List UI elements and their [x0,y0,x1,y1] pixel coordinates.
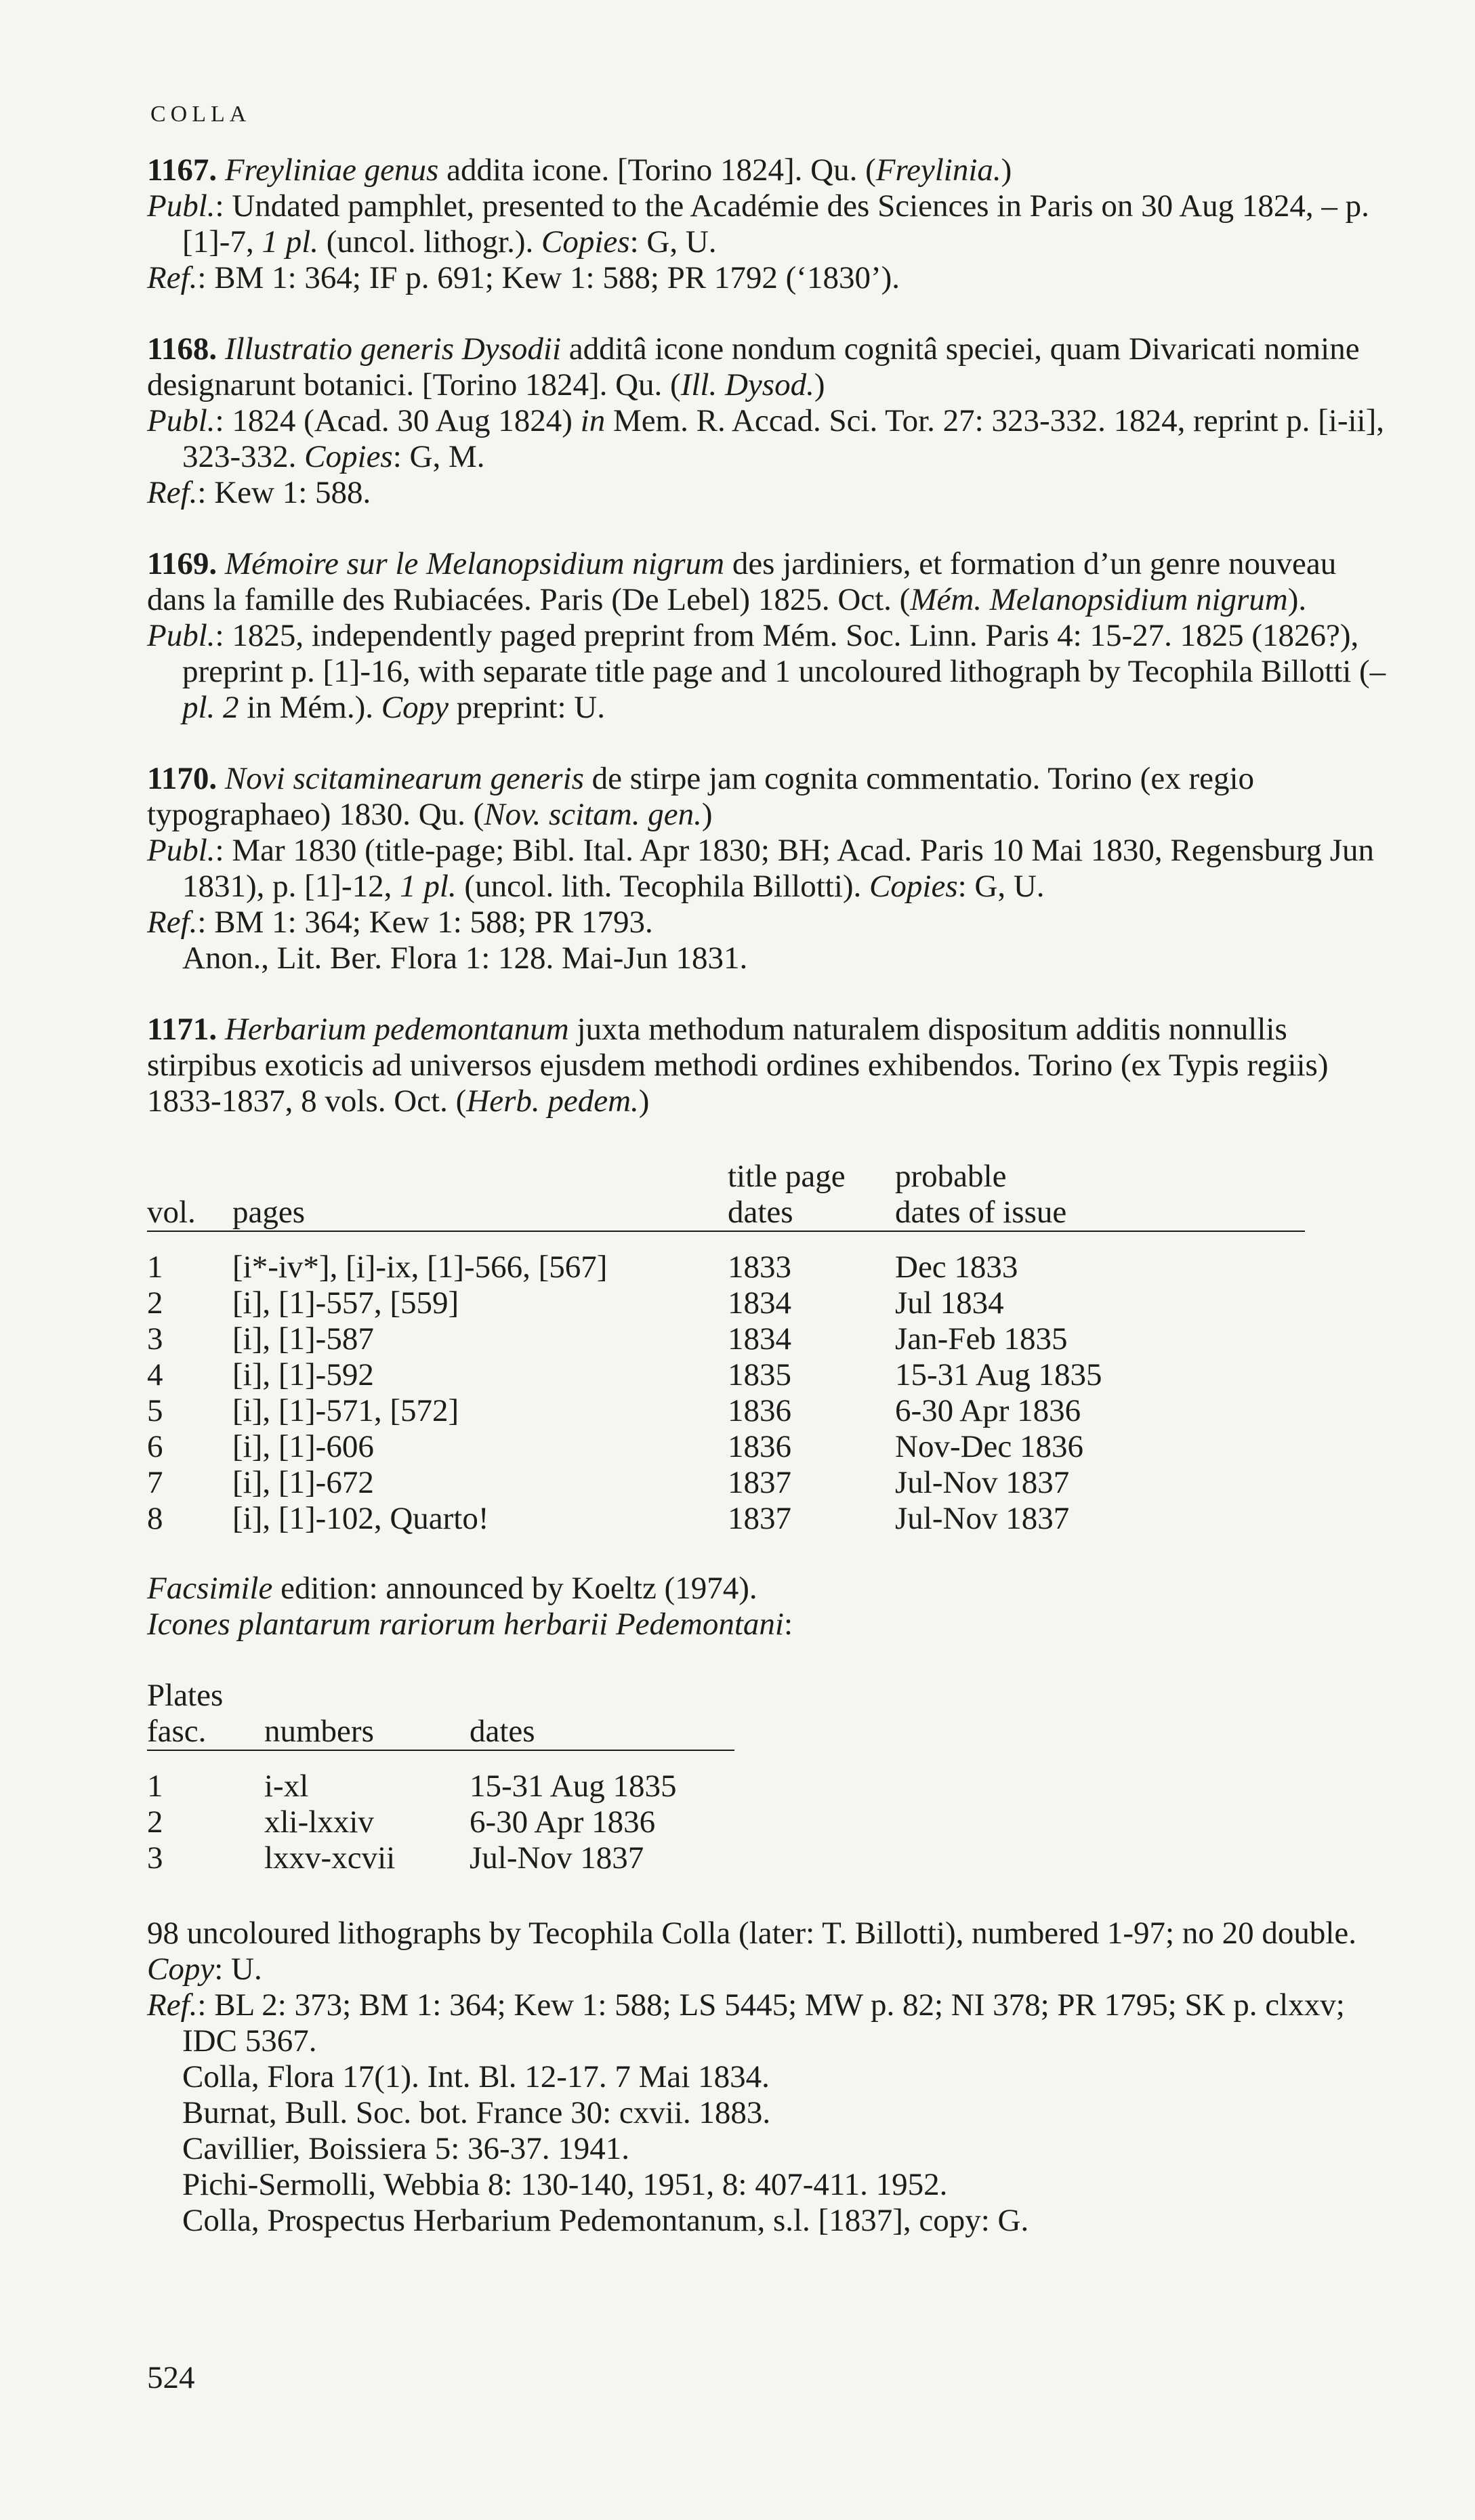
copies-label: Copies [869,869,958,904]
title-text: des jardiniers, et formation d’un genre nouveau dans la famille des Rubiacées. Paris (De Lebel) 1825. Oct. ( [147,546,1337,617]
cell-fasc: 3 [147,1840,163,1876]
cell-vol: 4 [147,1357,163,1392]
cell-issue-date: Jul-Nov 1837 [895,1465,1070,1500]
col-head-title-page: title page [728,1159,846,1194]
table-row [147,1465,1305,1501]
publ-label: Publ. [147,833,215,868]
reference-item: Pichi-Sermolli, Webbia 8: 130-140, 1951, 8: 407-411. 1952. [182,2167,948,2202]
plate-ref: pl. 2 [182,690,239,725]
table-row [147,1321,1305,1357]
cell-title-date: 1836 [728,1393,791,1428]
cell-vol: 7 [147,1465,163,1500]
lithographs-text: 98 uncoloured lithographs by Tecophila Colla (later: T. Billotti), numbered 1-97; no 20 double. [147,1916,1356,1951]
reference-item: Burnat, Bull. Soc. bot. France 30: cxvii. 1883. [182,2095,771,2130]
ref-label: Ref. [147,905,198,940]
cell-title-date: 1833 [728,1249,791,1285]
copies-label: Copy [381,690,449,725]
plate-count: 1 pl. [262,224,319,260]
cell-title-date: 1835 [728,1357,791,1392]
short-title-close: ) [701,797,713,832]
title-italic: Herbarium pedemontanum [224,1012,569,1047]
reference-line [147,475,1396,511]
ref-value: : BM 1: 364; Kew 1: 588; PR 1793. [197,905,653,940]
facsimile-label: Facsimile [147,1571,273,1606]
ref-label: Ref. [147,475,198,510]
title-italic: Mémoire sur le Melanopsidium nigrum [224,546,725,581]
publ-text-2: (uncol. lith. Tecophila Billotti). [456,869,870,904]
publication-line [147,403,1396,475]
reference-extra: Anon., Lit. Ber. Flora 1: 128. Mai-Jun 1831. [182,941,748,976]
copies-value: preprint: U. [448,690,605,725]
col-head-probable: probable [895,1159,1007,1194]
table-row [147,1840,734,1876]
cell-issue-date: Nov-Dec 1836 [895,1429,1084,1464]
cell-title-date: 1837 [728,1501,791,1536]
page-number: 524 [147,2360,195,2395]
cell-title-date: 1836 [728,1429,791,1464]
ref-label: Ref. [147,260,198,295]
reference-item: Colla, Prospectus Herbarium Pedemontanum, s.l. [1837], copy: G. [182,2203,1029,2238]
col-head-pages: pages [232,1195,306,1230]
cell-pages: [i], [1]-557, [559] [232,1285,459,1321]
entry-number: 1169. [147,546,217,581]
volumes-table [147,1159,1305,1537]
entry-number: 1171. [147,1012,217,1047]
copy-label: Copy [147,1951,215,1987]
ref-value: : BM 1: 364; IF p. 691; Kew 1: 588; PR 1792 (‘1830’). [197,260,900,295]
publ-text: : Undated pamphlet, presented to the Académie des Sciences in Paris on 30 Aug 1824, – p. [1]-7, [182,188,1369,260]
cell-fasc: 1 [147,1769,163,1804]
entry-title [147,152,1396,188]
entry-title [147,1012,1396,1119]
title-italic: Novi scitaminearum generis [224,761,584,796]
cell-title-date: 1837 [728,1465,791,1500]
title-text: addita icone. [Torino 1824]. Qu. ( [438,152,876,188]
copies-value: : G, U. [629,224,717,260]
cell-pages: [i], [1]-102, Quarto! [232,1501,489,1536]
copies-value: : G, M. [392,439,485,474]
cell-title-date: 1834 [728,1285,791,1321]
table-rule [147,1231,1305,1249]
table-row [147,1249,1305,1285]
volumes-table-head-row-1 [147,1159,1305,1195]
reference-line [147,905,1396,941]
ref-value: : Kew 1: 588. [197,475,371,510]
cell-pages: [i], [1]-587 [232,1321,374,1357]
plates-table-head-row-2 [147,1714,734,1750]
publ-text: : 1825, independently paged preprint from Mém. Soc. Linn. Paris 4: 15-27. 1825 (1826?), preprint p. [1]-16, with separate title page and 1 uncoloured lithograph by Tecophila Billotti (– [182,618,1386,689]
table-row [147,1393,1305,1429]
cell-pages: [i], [1]-571, [572] [232,1393,459,1428]
publ-label: Publ. [147,403,215,438]
cell-vol: 2 [147,1285,163,1321]
volumes-table-body [147,1249,1305,1537]
table-row [147,1501,1305,1537]
cell-issue-date: 6-30 Apr 1836 [895,1393,1081,1428]
cell-pages: [i*-iv*], [i]-ix, [1]-566, [567] [232,1249,608,1285]
title-italic: Freyliniae genus [224,152,439,188]
icones-title: Icones plantarum rariorum herbarii Pedemontani [147,1607,784,1642]
publication-line [147,188,1396,260]
reference-extra-list [147,2059,1396,2239]
short-title: Ill. Dysod. [680,367,814,402]
ref-value: : BL 2: 373; BM 1: 364; Kew 1: 588; LS 5445; MW p. 82; NI 378; PR 1795; SK p. clxxv; IDC 5367. [182,1987,1345,2059]
table-row [147,1804,734,1840]
table-row [147,1357,1305,1393]
col-head-numbers: numbers [264,1714,374,1749]
reference-line [147,1987,1396,2059]
publ-text: : 1824 (Acad. 30 Aug 1824) [215,403,581,438]
cell-vol: 6 [147,1429,163,1464]
table-row [147,1429,1305,1465]
short-title-close: ) [1001,152,1012,188]
entry-number: 1170. [147,761,217,796]
entry-1171 [147,1012,1396,2239]
entry-number: 1167. [147,152,217,188]
cell-dates: 15-31 Aug 1835 [470,1769,677,1804]
cell-pages: [i], [1]-672 [232,1465,374,1500]
publ-text: : Mar 1830 (title-page; Bibl. Ital. Apr 1830; BH; Acad. Paris 10 Mai 1830, Regensburg Jun 1831), p. [1]-12, [182,833,1375,904]
short-title-close: ) [638,1083,650,1119]
table-row [147,1769,734,1804]
publ-text-2: (uncol. lithogr.). [318,224,541,260]
plates-table-body [147,1769,734,1876]
ref-label: Ref. [147,1987,198,2023]
publ-label: Publ. [147,188,215,224]
plates-table-head-row-1 [147,1678,734,1714]
publ-text-2: Mem. R. Accad. Sci. Tor. 27: 323-332. 1824, reprint p. [i-ii], 323-332. [182,403,1385,474]
cell-vol: 8 [147,1501,163,1536]
short-title: Freylinia. [875,152,1001,188]
reference-item: Colla, Flora 17(1). Int. Bl. 12-17. 7 Mai 1834. [182,2059,770,2094]
table-row [147,1285,1305,1321]
publ-text-2: in Mém.). [238,690,381,725]
entry-1167 [147,152,1396,296]
entry-title [147,761,1396,833]
short-title: Herb. pedem. [466,1083,639,1119]
cell-title-date: 1834 [728,1321,791,1357]
entry-title [147,546,1396,618]
entry-title [147,331,1396,403]
entry-1169 [147,546,1396,726]
volumes-table-head-row-2 [147,1195,1305,1231]
reference-line [147,260,1396,296]
icones-colon: : [783,1607,793,1642]
lithographs-line [147,1916,1396,1987]
entry-1168 [147,331,1396,511]
publication-line [147,618,1396,726]
short-title-close: ). [1287,582,1307,617]
copies-label: Copies [541,224,630,260]
plates-table [147,1678,734,1876]
short-title-close: ) [814,367,825,402]
short-title: Nov. scitam. gen. [484,797,702,832]
col-head-plates: Plates [147,1678,224,1713]
cell-pages: [i], [1]-592 [232,1357,374,1392]
col-head-dates-of-issue: dates of issue [895,1195,1067,1230]
cell-vol: 1 [147,1249,163,1285]
table-rule [147,1750,734,1769]
copy-value: : U. [214,1951,262,1987]
cell-numbers: i-xl [264,1769,309,1804]
cell-pages: [i], [1]-606 [232,1429,374,1464]
cell-vol: 3 [147,1321,163,1357]
title-italic: Illustratio generis Dysodii [224,331,562,367]
running-head: COLLA [150,102,251,127]
publ-label: Publ. [147,618,215,653]
title-text: juxta methodum naturalem dispositum additis nonnullis stirpibus exoticis ad universos ejusdem methodi ordines exhibendos. Torino (ex Typis regiis) 1833-1837, 8 vols. Oct. ( [147,1012,1329,1119]
reference-item: Cavillier, Boissiera 5: 36-37. 1941. [182,2131,629,2166]
col-head-dates: dates [728,1195,793,1230]
cell-issue-date: Dec 1833 [895,1249,1018,1285]
facsimile-text: edition: announced by Koeltz (1974). [272,1571,757,1606]
cell-numbers: xli-lxxiv [264,1804,374,1840]
cell-vol: 5 [147,1393,163,1428]
cell-dates: Jul-Nov 1837 [470,1840,644,1876]
col-head-plate-dates: dates [470,1714,535,1749]
short-title: Mém. Melanopsidium nigrum [910,582,1288,617]
title-text: additâ icone nondum cognitâ speciei, quam Divaricati nomine designarunt botanici. [Torino 1824]. Qu. ( [147,331,1360,402]
entries [147,152,1396,2239]
cell-issue-date: 15-31 Aug 1835 [895,1357,1102,1392]
publ-in: in [580,403,606,438]
col-head-vol: vol. [147,1195,196,1230]
publication-line [147,833,1396,905]
cell-issue-date: Jan-Feb 1835 [895,1321,1068,1357]
title-text: de stirpe jam cognita commentatio. Torino (ex regio typographaeo) 1830. Qu. ( [147,761,1255,832]
copies-label: Copies [304,439,393,474]
icones-line [147,1607,1396,1643]
cell-issue-date: Jul-Nov 1837 [895,1501,1070,1536]
facsimile-line [147,1571,1396,1607]
cell-numbers: lxxv-xcvii [264,1840,396,1876]
copies-value: : G, U. [957,869,1045,904]
entry-number: 1168. [147,331,217,367]
cell-issue-date: Jul 1834 [895,1285,1004,1321]
cell-fasc: 2 [147,1804,163,1840]
col-head-fasc: fasc. [147,1714,207,1749]
entry-1170 [147,761,1396,976]
cell-dates: 6-30 Apr 1836 [470,1804,656,1840]
plate-count: 1 pl. [400,869,457,904]
